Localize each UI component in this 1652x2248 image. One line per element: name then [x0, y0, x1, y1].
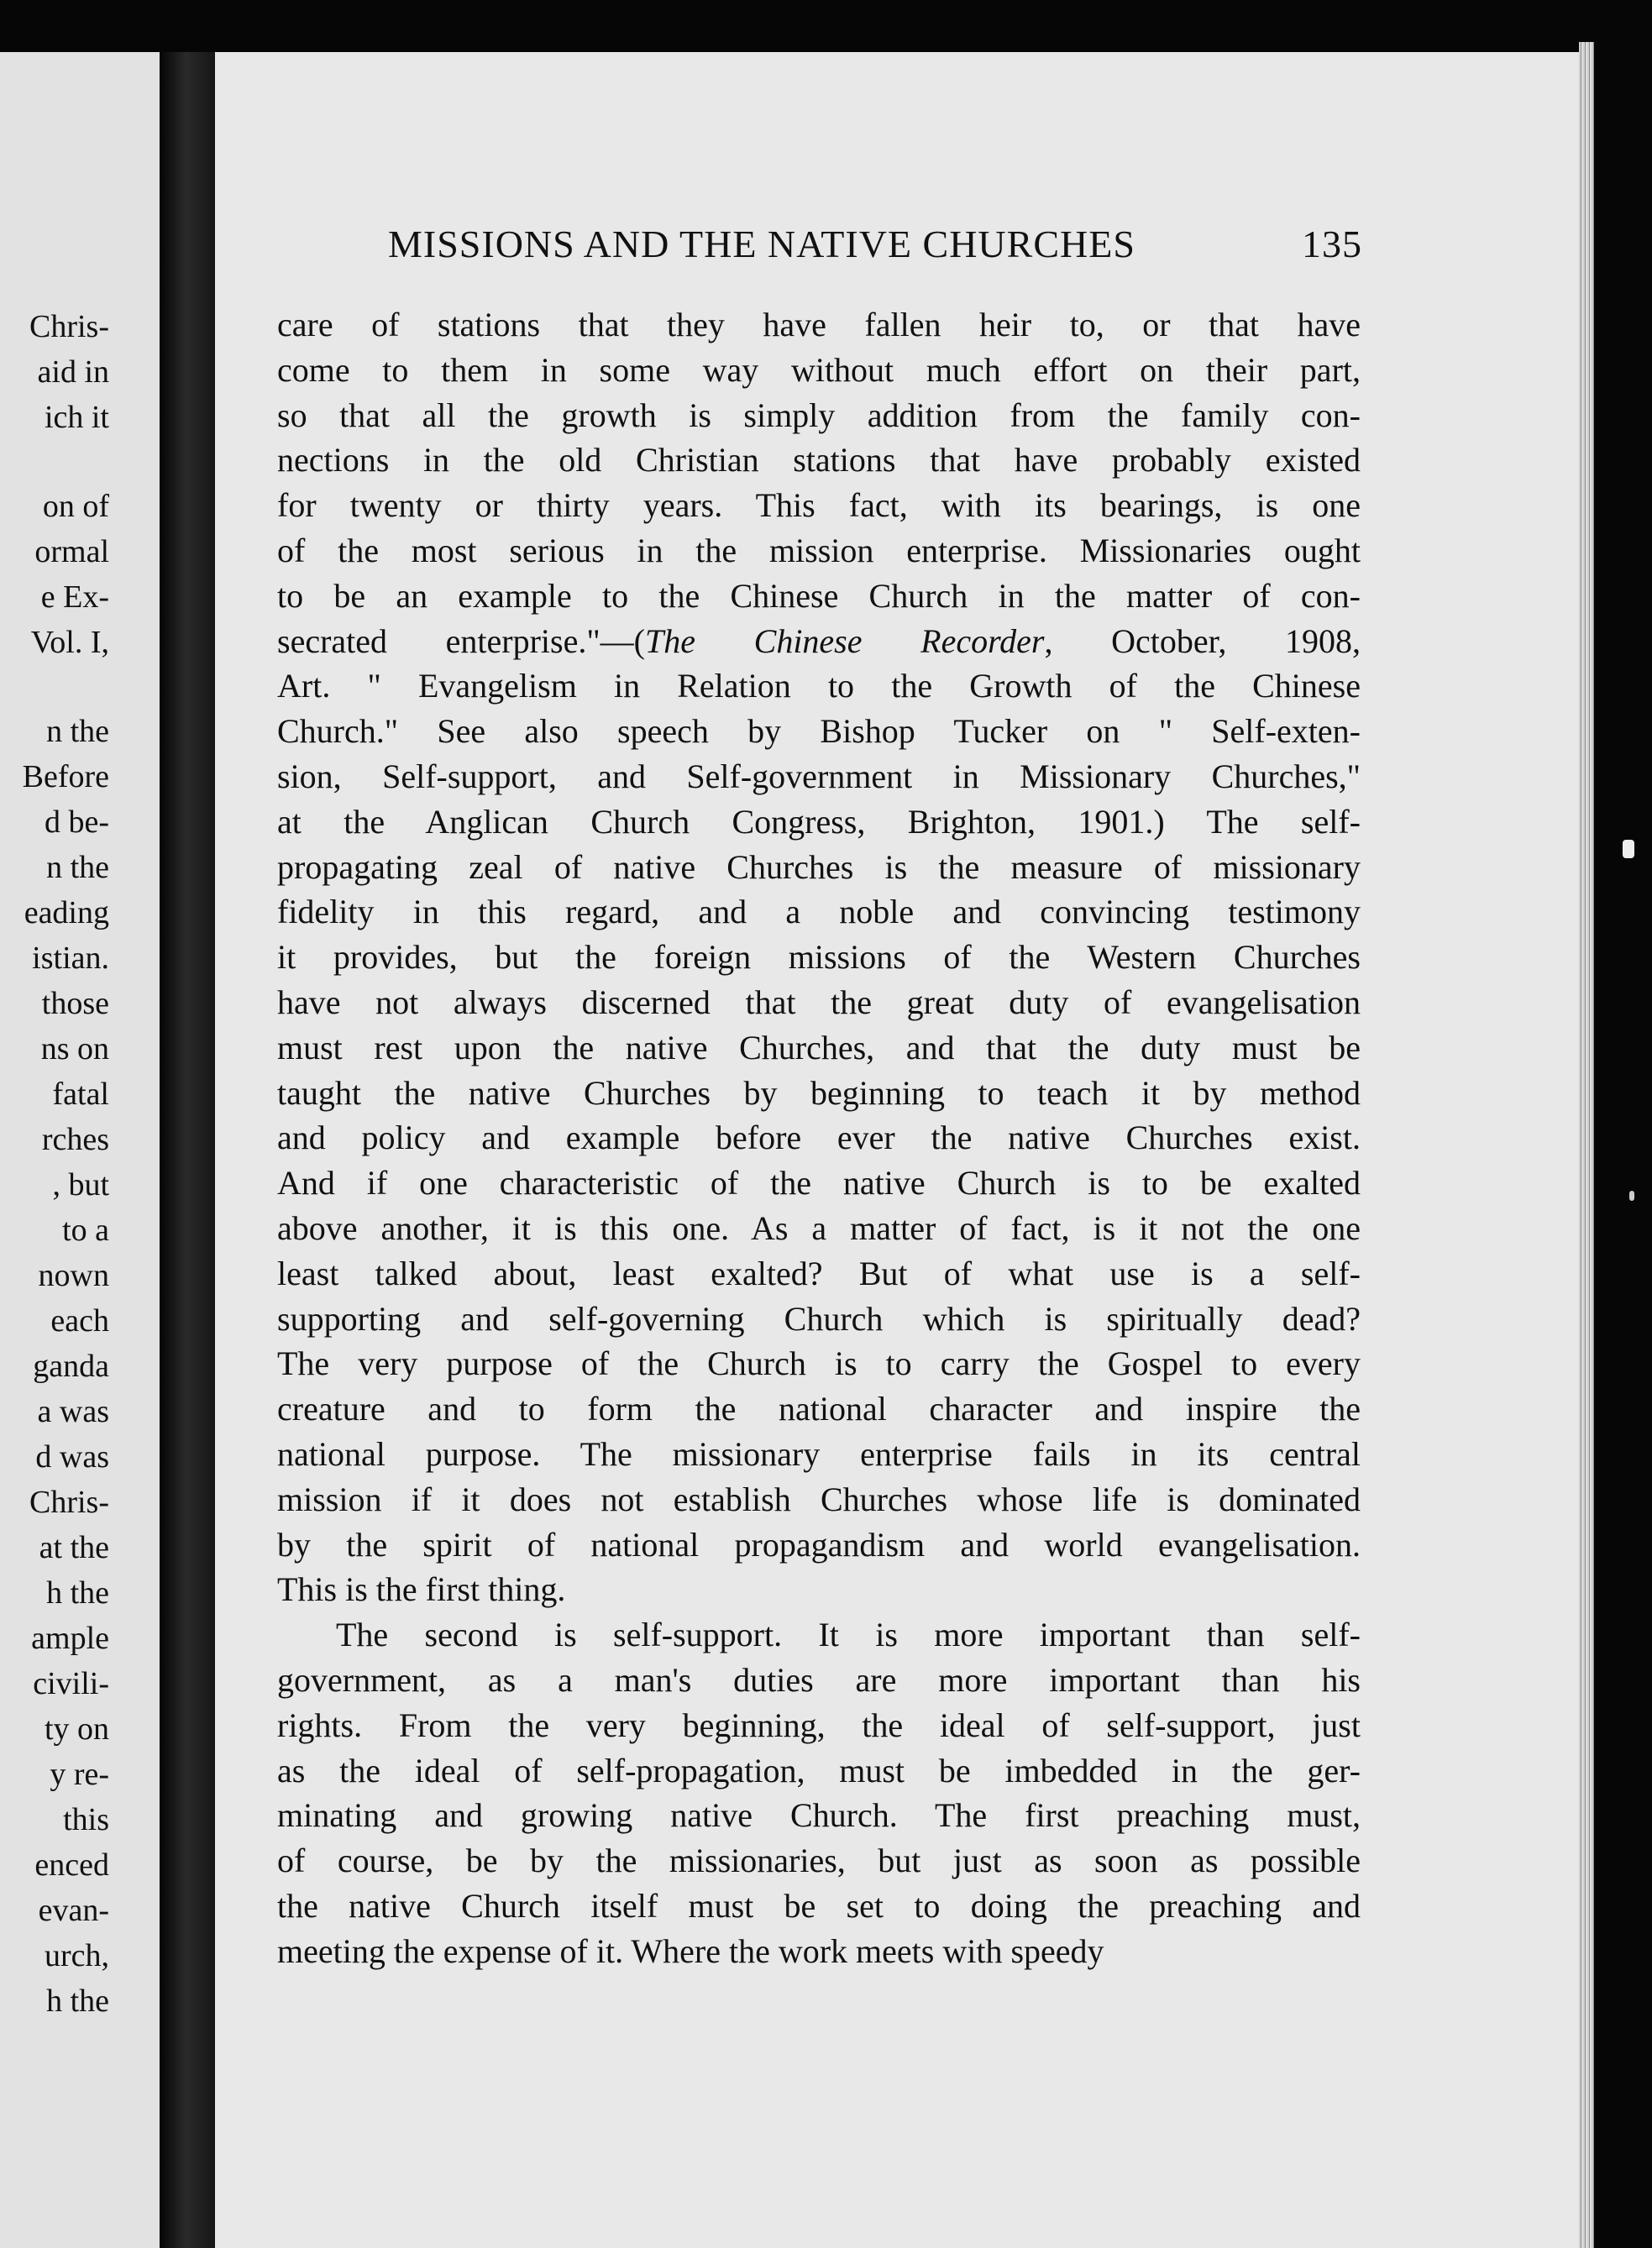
text-line: fidelity in this regard, and a noble and convincing testimony [277, 893, 1361, 931]
text-line: Art. " Evangelism in Relation to the Growth of the Chinese [277, 667, 1361, 705]
facing-page-line: , but [52, 1167, 109, 1203]
facing-page-line: urch, [44, 1938, 109, 1973]
text-line: propagating zeal of native Churches is the measure of missionary [277, 847, 1361, 886]
facing-page [0, 52, 160, 2248]
facing-page-line: n the [46, 850, 109, 885]
facing-page-line: n the [46, 714, 109, 749]
text-line: by the spirit of national propagandism and world evangelisation. [277, 1525, 1361, 1564]
facing-page-line: Chris- [29, 309, 109, 344]
text-line: at the Anglican Church Congress, Brighton, 1901.) The self- [277, 802, 1361, 841]
text-line: above another, it is this one. As a matter of fact, is it not the one [277, 1208, 1361, 1247]
text-line: taught the native Churches by beginning to teach it by method [277, 1073, 1361, 1112]
facing-page-line: ty on [44, 1711, 109, 1747]
text-line: secrated enterprise."—(The Chinese Recorder, October, 1908, [277, 621, 1361, 660]
scan-border [1594, 0, 1652, 2248]
paragraph-gap [0, 440, 109, 484]
facing-page-line: h the [46, 1983, 109, 2019]
facing-page-line: fatal [52, 1077, 109, 1112]
facing-page-line: d be- [44, 804, 109, 840]
facing-page-line: Before [22, 759, 109, 794]
facing-page-line: those [41, 986, 109, 1021]
facing-page-line: e Ex- [40, 579, 109, 615]
facing-page-line: ganda [33, 1349, 109, 1384]
facing-page-line: rches [41, 1122, 109, 1157]
text-line: This is the first thing. [277, 1570, 566, 1609]
text-line: government, as a man's duties are more important than his [277, 1660, 1361, 1699]
text-line: for twenty or thirty years. This fact, with its bearings, is one [277, 486, 1361, 525]
text-line: meeting the expense of it. Where the work meets with speedy [277, 1931, 1104, 1970]
facing-page-line: a was [37, 1394, 109, 1429]
running-head [388, 222, 1362, 275]
scan-speck [1623, 840, 1634, 858]
text-line: nections in the old Christian stations that have probably existed [277, 441, 1361, 479]
facing-page-line: this [63, 1802, 109, 1837]
facing-page-line: ns on [40, 1031, 109, 1066]
text-line: sion, Self-support, and Self-government in Missionary Churches," [277, 757, 1361, 795]
facing-page-line: Chris- [29, 1485, 109, 1520]
text-line: it provides, but the foreign missions of the Western Churches [277, 938, 1361, 977]
facing-page-line: ample [31, 1621, 109, 1656]
scan-speck [1629, 1191, 1634, 1201]
text-line: Church." See also speech by Bishop Tucker on " Self-exten- [277, 712, 1361, 751]
text-line: of course, be by the missionaries, but just as soon as possible [277, 1842, 1361, 1880]
text-line: have not always discerned that the great duty of evangelisation [277, 983, 1361, 1021]
journal-title: The Chinese Recorder [645, 621, 1045, 660]
text-line: to be an example to the Chinese Church in the matter of con- [277, 576, 1361, 615]
text-line: minating and growing native Church. The first preaching must, [277, 1796, 1361, 1835]
text-line: The very purpose of the Church is to carry the Gospel to every [277, 1344, 1361, 1383]
text-line: so that all the growth is simply addition from the family con- [277, 396, 1361, 434]
text-line: least talked about, least exalted? But of what use is a self- [277, 1254, 1361, 1292]
facing-page-line: istian. [32, 941, 109, 976]
text-line: of the most serious in the mission enterprise. Missionaries ought [277, 531, 1361, 569]
facing-page-line: nown [38, 1258, 109, 1293]
facing-page-line: Vol. I, [30, 625, 109, 660]
facing-page-line: to a [62, 1213, 109, 1248]
facing-page-line: at the [39, 1530, 109, 1565]
facing-page-line: h the [46, 1575, 109, 1611]
facing-page-line: on of [42, 489, 109, 524]
facing-page-line: y re- [50, 1757, 109, 1792]
facing-page-line: d was [35, 1439, 109, 1475]
text-line: supporting and self-governing Church which is spiritually dead? [277, 1299, 1361, 1338]
facing-page-text [0, 304, 109, 2024]
text-line: And if one characteristic of the native Church is to be exalted [277, 1164, 1361, 1203]
facing-page-line: aid in [37, 354, 109, 390]
book-gutter [160, 52, 218, 2248]
facing-page-line: each [50, 1303, 109, 1339]
text-line: creature and to form the national character and inspire the [277, 1390, 1361, 1428]
text-line: rights. From the very beginning, the ideal of self-support, just [277, 1706, 1361, 1744]
facing-page-line: civili- [33, 1666, 109, 1701]
facing-page-line: ich it [44, 400, 109, 435]
facing-page-line: eading [24, 895, 109, 930]
paragraph-gap [0, 665, 109, 709]
page-edges [1579, 42, 1594, 2248]
text-line: come to them in some way without much effort on their part, [277, 350, 1361, 389]
facing-page-line: ormal [34, 534, 109, 569]
text-line: must rest upon the native Churches, and that the duty must be [277, 1028, 1361, 1066]
text-line: and policy and example before ever the native Churches exist. [277, 1119, 1361, 1157]
running-title: MISSIONS AND THE NATIVE CHURCHES [388, 223, 1135, 265]
text-line: as the ideal of self-propagation, must be imbedded in the ger- [277, 1751, 1361, 1789]
facing-page-line: enced [34, 1847, 109, 1883]
text-line: mission if it does not establish Churches whose life is dominated [277, 1480, 1361, 1518]
body-text [277, 302, 1361, 1973]
text-line: national purpose. The missionary enterprise fails in its central [277, 1434, 1361, 1473]
text-line: The second is self-support. It is more important than self- [336, 1616, 1361, 1654]
page-number: 135 [1302, 223, 1362, 265]
text-line: the native Church itself must be set to doing the preaching and [277, 1886, 1361, 1925]
text-line: care of stations that they have fallen heir to, or that have [277, 306, 1361, 343]
facing-page-line: evan- [38, 1893, 109, 1928]
